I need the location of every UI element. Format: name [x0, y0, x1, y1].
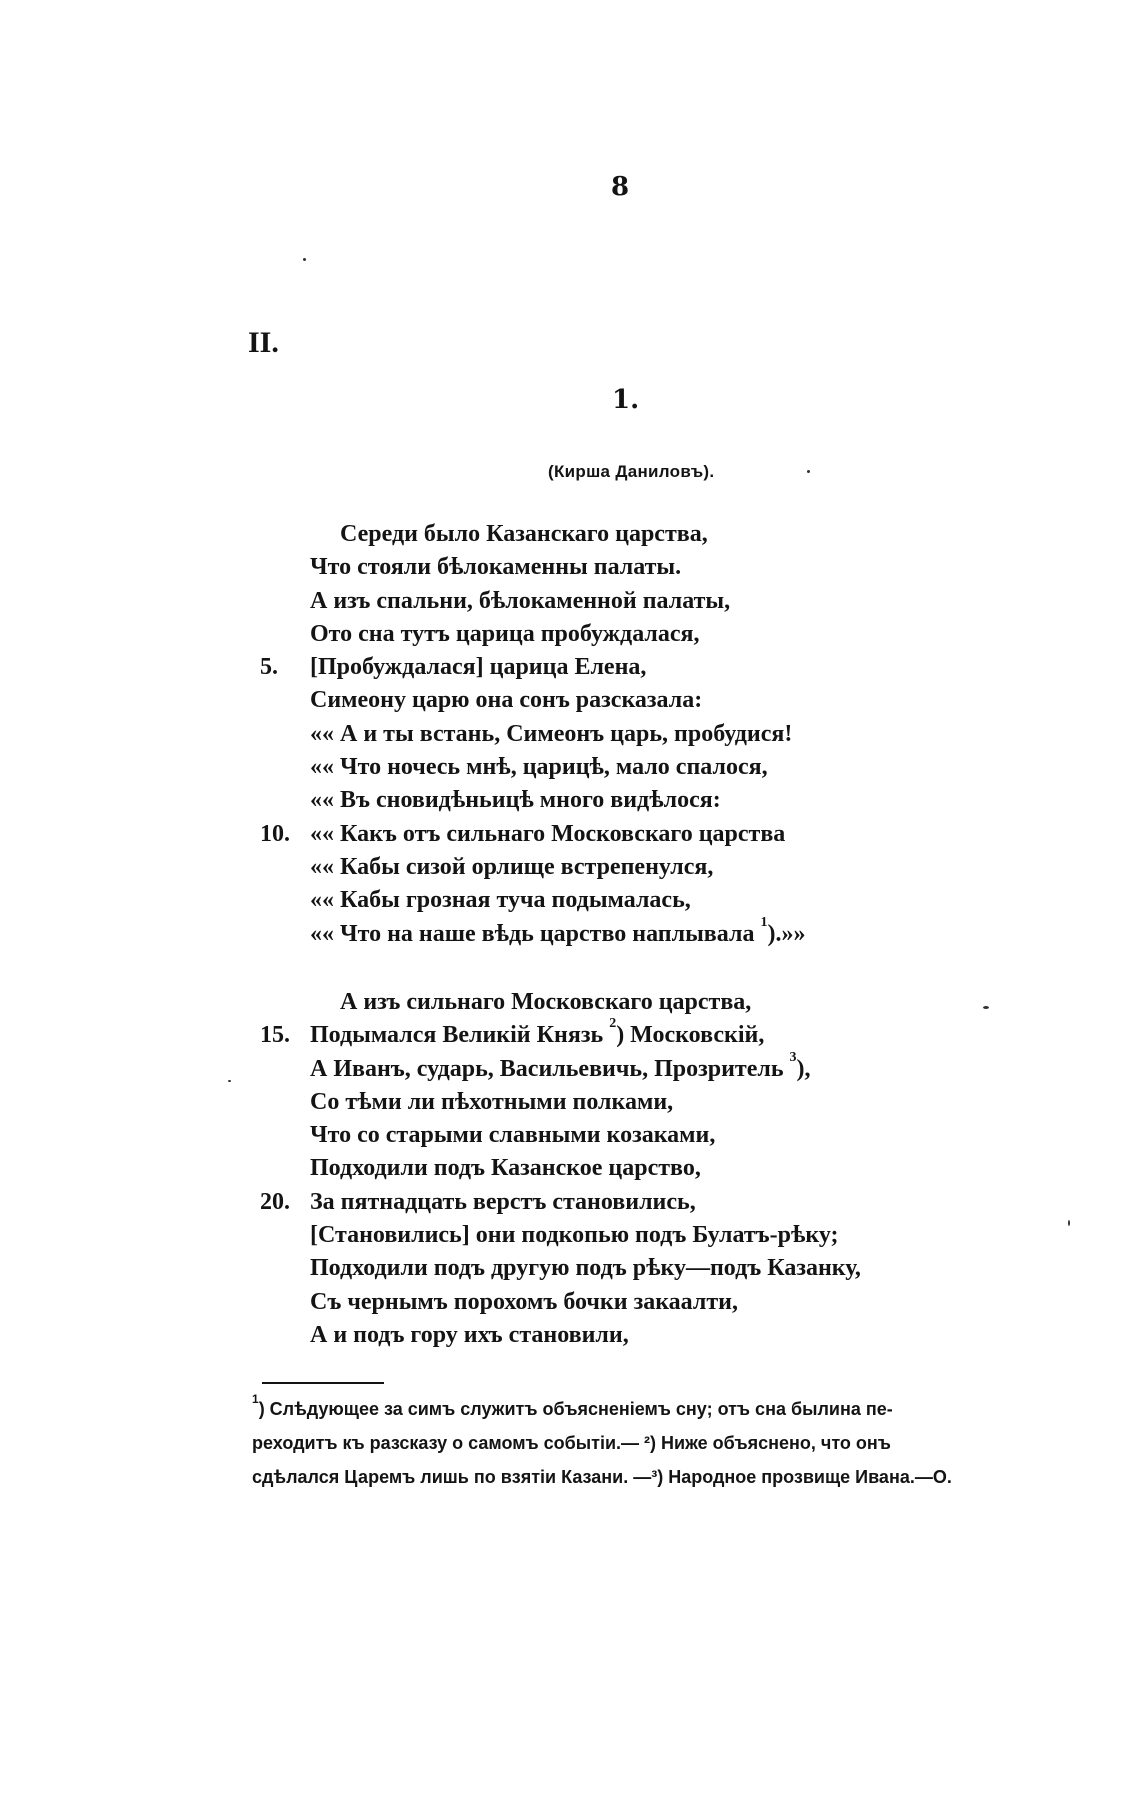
- verse-line-text: [310, 751, 768, 784]
- verse-line-number: 10.: [260, 820, 290, 847]
- verse-text: А Иванъ, сударь, Васильевичь, Прозритель: [310, 1055, 784, 1082]
- source-attribution: (Кирша Даниловъ).: [548, 462, 715, 481]
- verse-line-text: [340, 986, 751, 1019]
- verse-line-text: [310, 585, 730, 618]
- verse-text: Со тѣми ли пѣхотными полками,: [310, 1088, 674, 1115]
- verse-line-text: [310, 1152, 701, 1185]
- verse-text: Ото сна тутъ царица пробуждалася,: [310, 620, 700, 647]
- verse-line: [0, 851, 1140, 884]
- verse-line-text: [310, 1049, 811, 1086]
- verse-line: [0, 1219, 1140, 1252]
- verse-line-text: [310, 1119, 715, 1152]
- verse-line: [0, 585, 1140, 618]
- verse-text: Середи было Казанскаго царства,: [340, 521, 708, 547]
- verse-text: Что стояли бѣлокаменны палаты.: [310, 554, 682, 581]
- verse-line: [0, 1152, 1140, 1185]
- verse-line-text: [310, 1219, 839, 1252]
- footnote-marker: 2: [609, 1016, 617, 1032]
- verse-line: [0, 651, 1140, 684]
- verse-line-number: 15.: [260, 1022, 290, 1049]
- print-speck: [983, 1006, 989, 1009]
- verse-line-text: [310, 1252, 861, 1285]
- verse-line-text: [310, 851, 713, 884]
- footnote-text: реходитъ къ разсказу о самомъ событіи.— ²) Ниже объяснено, что онъ: [252, 1433, 891, 1453]
- verse-line: [0, 986, 1140, 1019]
- verse-line: [0, 818, 1140, 851]
- verse-line: [0, 551, 1140, 584]
- verse-line: [0, 1319, 1140, 1352]
- footnotes: [252, 1392, 992, 1494]
- footnote-marker: 1: [760, 914, 768, 930]
- verse-text: «« Что ночесь мнѣ, царицѣ, мало спалося,: [310, 754, 768, 781]
- verse-text: «« Какъ отъ сильнаго Московскаго царства: [310, 820, 786, 847]
- footnote-text: ) Слѣдующее за симъ служитъ объясненіемъ сну; отъ сна былина пе-: [258, 1399, 893, 1419]
- verse-line-text: [340, 518, 708, 551]
- verse-line-text: [310, 1186, 696, 1219]
- verse-text: [Пробуждалася] царица Елена,: [310, 654, 647, 681]
- verse-line: [0, 718, 1140, 751]
- verse-text: «« Кабы сизой орлище встрепенулся,: [310, 853, 714, 880]
- verse-line-text: [310, 618, 700, 651]
- verse-text: «« Что на наше вѣдь царство наплывала: [310, 920, 755, 947]
- verse-text-tail: ),: [796, 1055, 811, 1082]
- verse-line: [0, 1086, 1140, 1119]
- verse-line: [0, 518, 1140, 551]
- print-speck: [1068, 1220, 1070, 1226]
- verse-line-number: 20.: [260, 1188, 290, 1215]
- footnote-marker: 3: [789, 1049, 797, 1065]
- verse-line: [0, 1119, 1140, 1152]
- verse-text: Подымался Великій Князь: [310, 1022, 604, 1049]
- section-number: II.: [248, 326, 279, 359]
- verse-line-text: [310, 784, 721, 817]
- verse-line: [0, 1049, 1140, 1086]
- verse-line: [0, 784, 1140, 817]
- verse-line-number: 5.: [260, 654, 278, 681]
- verse-line-text: [310, 1319, 629, 1352]
- footnote-line: [252, 1460, 992, 1494]
- verse-line: [0, 1286, 1140, 1319]
- verse-text: [Становились] они подкопью подъ Булатъ-рѣку;: [310, 1222, 839, 1249]
- verse-line-text: [310, 884, 691, 917]
- verse-text: Съ чернымъ порохомъ бочки закаалти,: [310, 1288, 738, 1315]
- verse-text: За пятнадцать верстъ становились,: [310, 1188, 696, 1215]
- verse-line: [0, 1016, 1140, 1052]
- verse-text: Что со старыми славными козаками,: [310, 1122, 716, 1149]
- verse-text: А и подъ гору ихъ становили,: [310, 1321, 629, 1348]
- print-speck: [228, 1080, 231, 1082]
- footnote-line: [252, 1392, 992, 1426]
- page-number: 8: [610, 172, 630, 202]
- verse-line: [0, 884, 1140, 917]
- verse-line-text: [310, 684, 702, 717]
- verse-line-text: [310, 1016, 765, 1052]
- verse-text: «« А и ты встань, Симеонъ царь, пробудися!: [310, 720, 793, 747]
- verse-line: [0, 1252, 1140, 1285]
- verse-text: Подходили подъ Казанское царство,: [310, 1155, 701, 1182]
- verse-line: [0, 684, 1140, 717]
- footnote-text: сдѣлался Царемъ лишь по взятіи Казани. —³) Народное прозвище Ивана.—О.: [252, 1467, 952, 1487]
- verse-line: [0, 751, 1140, 784]
- verse-line-text: [310, 818, 785, 851]
- verse-line: [0, 1186, 1140, 1219]
- footnote-line: [252, 1426, 992, 1460]
- verse-text: Симеону царю она сонъ разсказала:: [310, 687, 703, 714]
- song-number: 1.: [612, 385, 640, 415]
- verse-text: Подходили подъ другую подъ рѣку—подъ Казанку,: [310, 1255, 861, 1282]
- verse-text-tail: ) Московскій,: [616, 1022, 765, 1049]
- print-speck: [807, 470, 810, 473]
- footnote-divider: [262, 1382, 384, 1384]
- verse-line-text: [310, 551, 681, 584]
- verse-text: «« Кабы грозная туча подымалась,: [310, 887, 691, 914]
- print-speck: [303, 258, 306, 261]
- verse-line-text: [310, 914, 806, 951]
- verse-stanza-1: [0, 518, 1140, 951]
- verse-line-text: [310, 1086, 673, 1119]
- verse-text: А изъ спальни, бѣлокаменной палаты,: [310, 587, 731, 614]
- verse-text-tail: ).»»: [767, 920, 806, 947]
- verse-line-text: [310, 718, 792, 751]
- verse-stanza-2: [0, 986, 1140, 1352]
- verse-line: [0, 914, 1140, 951]
- verse-line-text: [310, 651, 646, 684]
- footnote-marker: 1: [252, 1392, 259, 1406]
- verse-text: А изъ сильнаго Московскаго царства,: [340, 989, 752, 1015]
- verse-line-text: [310, 1286, 738, 1319]
- verse-line: [0, 618, 1140, 651]
- verse-text: «« Въ сновидѣньицѣ много видѣлося:: [310, 787, 721, 814]
